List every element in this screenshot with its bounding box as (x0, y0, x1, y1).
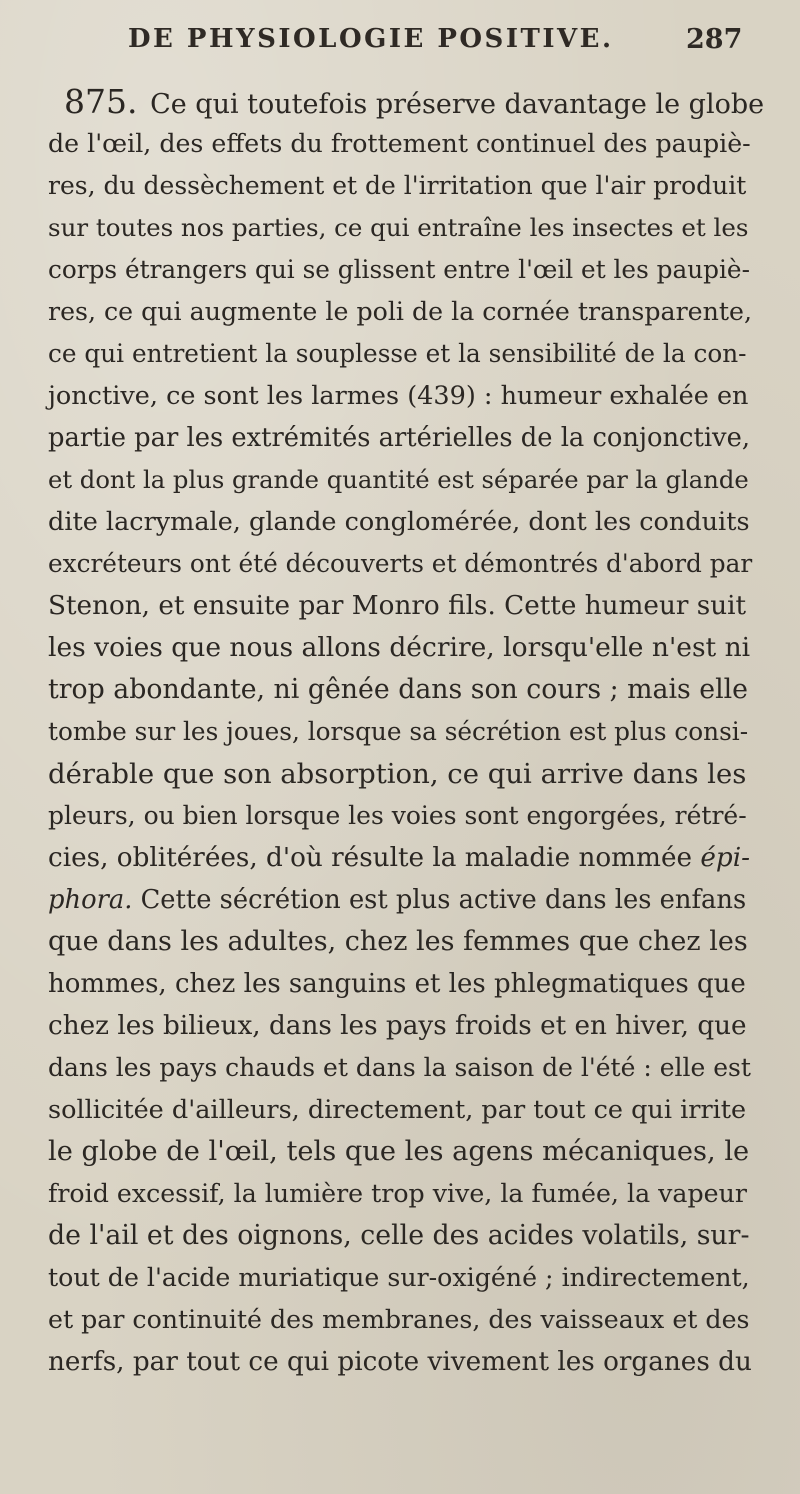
text-line: excréteurs ont été découverts et démontrés d'abord par (48, 549, 753, 578)
text-line: nerfs, par tout ce qui picote vivement les organes du (48, 1347, 752, 1377)
text-line (64, 82, 764, 122)
text-line: et par continuité des membranes, des vaisseaux et des (48, 1305, 750, 1334)
italic-term: phora. (48, 885, 133, 915)
text-line: dite lacrymale, glande conglomérée, dont les conduits (48, 507, 750, 537)
text-line: les voies que nous allons décrire, lorsqu'elle n'est ni (48, 632, 751, 663)
text-line (48, 838, 750, 878)
text-line: sollicitée d'ailleurs, directement, par tout ce qui irrite (48, 1095, 747, 1125)
text-line: sur toutes nos parties, ce qui entraîne les insectes et les (48, 213, 749, 242)
text-line: tout de l'acide muriatique sur-oxigéné ; indirectement, (48, 1263, 750, 1292)
text-line: chez les bilieux, dans les pays froids et en hiver, que (48, 1011, 747, 1041)
text-line: partie par les extrémités artérielles de la conjonctive, (48, 423, 751, 453)
text-line: res, ce qui augmente le poli de la cornée transparente, (48, 297, 752, 326)
paragraph-number: 875. (64, 82, 138, 121)
text-line: tombe sur les joues, lorsque sa sécrétion est plus consi- (48, 717, 749, 746)
text-line: que dans les adultes, chez les femmes que chez les (48, 926, 748, 957)
running-head (0, 20, 800, 60)
text-line: corps étrangers qui se glissent entre l'œil et les paupiè- (48, 255, 750, 284)
text-line: Stenon, et ensuite par Monro fils. Cette humeur suit (48, 591, 747, 621)
text-line-content: Ce qui toutefois préserve davantage le globe (141, 89, 765, 120)
text-line: jonctive, ce sont les larmes (439) : humeur exhalée en (48, 381, 749, 411)
text-line: dérable que son absorption, ce qui arrive dans les (48, 758, 747, 790)
text-line: et dont la plus grande quantité est séparée par la glande (48, 465, 749, 494)
text-line-content: Cette sécrétion est plus active dans les enfans (140, 885, 747, 915)
text-line: res, du dessèchement et de l'irritation que l'air produit (48, 171, 747, 200)
text-line: le globe de l'œil, tels que les agens mécaniques, le (48, 1136, 750, 1167)
text-line: dans les pays chauds et dans la saison de l'été : elle est (48, 1053, 751, 1082)
text-line-content: cies, oblitérées, d'où résulte la maladie nommée (48, 843, 701, 873)
text-line: de l'ail et des oignons, celle des acides volatils, sur- (48, 1220, 750, 1251)
text-line: ce qui entretient la souplesse et la sensibilité de la con- (48, 339, 747, 368)
text-line: froid excessif, la lumière trop vive, la fumée, la vapeur (48, 1179, 747, 1208)
text-line (48, 880, 746, 920)
running-title: DE PHYSIOLOGIE POSITIVE. (128, 24, 614, 54)
text-line: hommes, chez les sanguins et les phlegmatiques que (48, 969, 746, 999)
text-line: pleurs, ou bien lorsque les voies sont engorgées, rétré- (48, 801, 747, 830)
text-line: de l'œil, des effets du frottement continuel des paupiè- (48, 129, 751, 158)
text-line: trop abondante, ni gênée dans son cours ; mais elle (48, 674, 749, 705)
italic-term: épi- (700, 843, 750, 873)
page-number: 287 (686, 24, 743, 55)
